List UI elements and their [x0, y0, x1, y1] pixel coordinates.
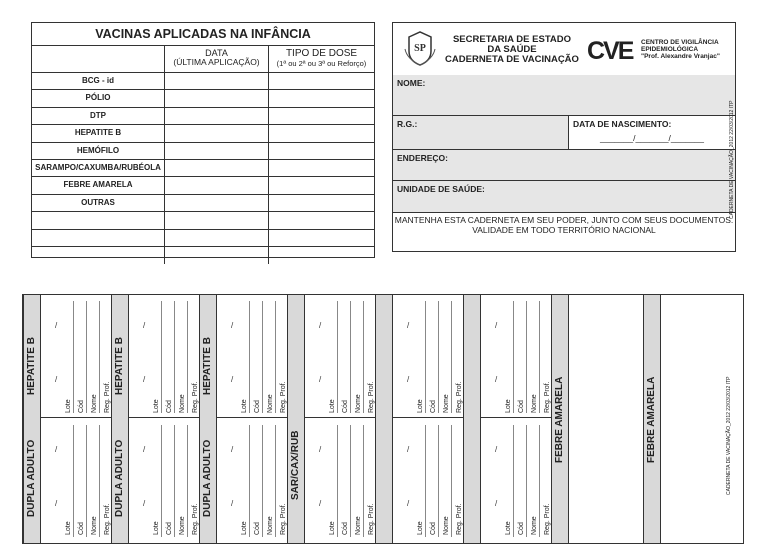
field-label: Lote — [417, 399, 424, 413]
entry-line[interactable] — [526, 425, 527, 537]
field-label: Cód — [342, 522, 349, 535]
id-card — [392, 22, 736, 252]
field-label: Lote — [505, 399, 512, 413]
field-label: Lote — [505, 521, 512, 535]
vaccine-name — [32, 247, 165, 264]
entry-line[interactable] — [425, 425, 426, 537]
field-label: Lote — [329, 399, 336, 413]
field-label: Reg. Prof. — [368, 381, 375, 413]
strip-label-top: HEPATITE B — [202, 337, 213, 395]
table-row — [32, 125, 374, 142]
entry-line[interactable] — [363, 425, 364, 537]
vaccine-name: BCG - id — [32, 73, 165, 89]
date-slash: / — [495, 375, 498, 384]
field-label: Reg. Prof. — [104, 381, 111, 413]
entry-line[interactable] — [438, 301, 439, 413]
vaccine-name: FEBRE AMARELA — [32, 177, 165, 193]
field-label: Lote — [65, 521, 72, 535]
date-slash: / — [55, 375, 58, 384]
field-label: Cód — [78, 522, 85, 535]
vaccine-name — [32, 212, 165, 228]
adult-card — [22, 294, 744, 544]
table-header — [32, 46, 374, 73]
field-label: Nome — [531, 394, 538, 413]
date-slash: / — [319, 499, 322, 508]
col-dose-sub: (1ª ou 2ª ou 3ª ou Reforço) — [276, 59, 367, 68]
unidade-field[interactable]: UNIDADE DE SAÚDE: — [393, 181, 735, 213]
col-dose: TIPO DE DOSE — [285, 48, 358, 59]
field-label: Reg. Prof. — [280, 503, 287, 535]
field-label: Lote — [153, 521, 160, 535]
field-label: Nome — [443, 516, 450, 535]
field-label: Nome — [267, 516, 274, 535]
seal-text: SP — [414, 43, 426, 54]
date-cell[interactable] — [165, 247, 269, 264]
date-slash: / — [319, 321, 322, 330]
rg-field[interactable]: R.G.: — [393, 116, 569, 150]
entry-line[interactable] — [539, 425, 540, 537]
entry-line[interactable] — [99, 301, 100, 413]
entry-line[interactable] — [249, 425, 250, 537]
table-title: VACINAS APLICADAS NA INFÂNCIA — [32, 23, 374, 46]
entry-line[interactable] — [513, 301, 514, 413]
entry-line[interactable] — [363, 301, 364, 413]
entry-line[interactable] — [275, 425, 276, 537]
field-label: Reg. Prof. — [456, 381, 463, 413]
entry-line[interactable] — [350, 301, 351, 413]
nascimento-field[interactable]: DATA DE NASCIMENTO: _______/_______/_______ — [569, 116, 735, 150]
field-label: Reg. Prof. — [544, 381, 551, 413]
adult-side-code: CADERNETA DE VACINAÇÃO_2012 22/03/2012 ITP — [726, 376, 732, 495]
vaccine-name — [32, 230, 165, 246]
vaccine-name: PÓLIO — [32, 90, 165, 106]
sp-seal-icon — [403, 29, 437, 67]
table-row — [32, 108, 374, 125]
vaccines-table — [31, 22, 375, 258]
date-slash: / — [407, 499, 410, 508]
sec-line3: CADERNETA DE VACINAÇÃO — [445, 54, 579, 65]
vaccine-name: HEPATITE B — [32, 125, 165, 141]
half-divider — [393, 417, 463, 418]
field-label: Cód — [254, 400, 261, 413]
date-slash: / — [231, 321, 234, 330]
date-cell[interactable] — [165, 143, 269, 159]
date-slash: / — [143, 375, 146, 384]
entry-line[interactable] — [262, 301, 263, 413]
entry-line[interactable] — [337, 301, 338, 413]
date-slash: / — [231, 445, 234, 454]
field-label: Nome — [355, 516, 362, 535]
half-divider — [129, 417, 199, 418]
date-blank: _______/_______/_______ — [600, 133, 704, 143]
field-label: Nome — [91, 394, 98, 413]
entry-line[interactable] — [99, 425, 100, 537]
table-body — [32, 73, 374, 264]
date-cell[interactable] — [165, 212, 269, 228]
sec-line1: SECRETARIA DE ESTADO — [452, 34, 572, 45]
entry-line[interactable] — [451, 425, 452, 537]
field-label: Cód — [254, 522, 261, 535]
field-label: Lote — [241, 399, 248, 413]
date-slash: / — [143, 445, 146, 454]
entry-line[interactable] — [187, 301, 188, 413]
entry-line[interactable] — [73, 425, 74, 537]
entry-line[interactable] — [425, 301, 426, 413]
cve-logo: CVE — [587, 37, 633, 65]
entry-line[interactable] — [161, 301, 162, 413]
field-label: Reg. Prof. — [104, 503, 111, 535]
strip-label-top: HEPATITE B — [114, 337, 125, 395]
date-slash: / — [319, 375, 322, 384]
id-card-header — [393, 23, 735, 76]
date-slash: / — [55, 499, 58, 508]
date-slash: / — [407, 321, 410, 330]
cve-line1: CENTRO DE VIGILÂNCIA — [641, 39, 719, 46]
field-label: Cód — [430, 522, 437, 535]
vaccine-name: HEMÓFILO — [32, 143, 165, 159]
field-label: Reg. Prof. — [368, 503, 375, 535]
dose-cell[interactable] — [269, 160, 374, 176]
vaccine-strip — [287, 295, 305, 543]
strip-label-bottom: DUPLA ADULTO — [26, 439, 37, 517]
nome-field[interactable]: NOME: — [393, 75, 735, 116]
entry-line[interactable] — [174, 425, 175, 537]
entry-line[interactable] — [73, 301, 74, 413]
field-label: Lote — [417, 521, 424, 535]
febre-label-2: FEBRE AMARELA — [646, 376, 657, 463]
date-slash: / — [319, 445, 322, 454]
date-slash: / — [143, 499, 146, 508]
strip-label-bottom: SAR/CAX/RUB — [290, 430, 301, 500]
entry-line[interactable] — [438, 425, 439, 537]
field-label: Nome — [179, 394, 186, 413]
entry-line[interactable] — [249, 301, 250, 413]
cve-line3: "Prof. Alexandre Vranjac" — [641, 53, 720, 60]
dose-cell[interactable] — [269, 230, 374, 246]
date-cell[interactable] — [165, 90, 269, 106]
vaccine-strip — [463, 295, 481, 543]
entry-line[interactable] — [539, 301, 540, 413]
table-row — [32, 212, 374, 229]
date-slash: / — [55, 321, 58, 330]
field-label: Nome — [91, 516, 98, 535]
vaccine-strip — [375, 295, 393, 543]
dose-cell[interactable] — [269, 108, 374, 124]
date-cell[interactable] — [165, 230, 269, 246]
date-cell[interactable] — [165, 108, 269, 124]
col-date-sub: (ÚLTIMA APLICAÇÃO) — [173, 57, 260, 67]
footer-line2: VALIDADE EM TODO TERRITÓRIO NACIONAL — [472, 225, 656, 235]
endereco-field[interactable]: ENDEREÇO: — [393, 150, 735, 181]
date-cell[interactable] — [165, 160, 269, 176]
col-date: DATA — [205, 48, 228, 58]
dose-cell[interactable] — [269, 125, 374, 141]
date-slash: / — [495, 321, 498, 330]
entry-line[interactable] — [86, 425, 87, 537]
field-label: Nome — [531, 516, 538, 535]
field-label: Nome — [443, 394, 450, 413]
field-label: Reg. Prof. — [456, 503, 463, 535]
dose-cell[interactable] — [269, 247, 374, 264]
strip-label-top: HEPATITE B — [26, 337, 37, 395]
entry-line[interactable] — [275, 301, 276, 413]
strip-label-bottom: DUPLA ADULTO — [114, 439, 125, 517]
footer-line1: MANTENHA ESTA CADERNETA EM SEU PODER, JUNTO COM SEUS DOCUMENTOS. — [394, 215, 734, 225]
field-label: Lote — [241, 521, 248, 535]
date-slash: / — [407, 445, 410, 454]
field-label: Cód — [78, 400, 85, 413]
date-slash: / — [407, 375, 410, 384]
entry-line[interactable] — [513, 425, 514, 537]
field-label: Nome — [179, 516, 186, 535]
field-label: Lote — [65, 399, 72, 413]
date-cell[interactable] — [165, 177, 269, 193]
field-label: Nome — [355, 394, 362, 413]
entry-line[interactable] — [187, 425, 188, 537]
dose-cell[interactable] — [269, 143, 374, 159]
dose-cell[interactable] — [269, 195, 374, 211]
entry-line[interactable] — [526, 301, 527, 413]
id-side-code: CADERNETA DE VACINAÇÃO_2012 22/03/2012 ITP — [729, 100, 735, 219]
field-label: Reg. Prof. — [544, 503, 551, 535]
date-slash: / — [143, 321, 146, 330]
table-row — [32, 230, 374, 247]
half-divider — [217, 417, 287, 418]
field-label: Lote — [329, 521, 336, 535]
half-divider — [305, 417, 375, 418]
field-label: Cód — [430, 400, 437, 413]
entry-line[interactable] — [337, 425, 338, 537]
date-slash: / — [495, 499, 498, 508]
cve-line2: EPIDEMIOLÓGICA — [641, 46, 699, 53]
field-label: Cód — [518, 522, 525, 535]
field-label: Reg. Prof. — [192, 381, 199, 413]
entry-line[interactable] — [451, 301, 452, 413]
half-divider — [41, 417, 111, 418]
vaccine-name: OUTRAS — [32, 195, 165, 211]
table-row — [32, 195, 374, 212]
field-label: Cód — [342, 400, 349, 413]
field-label: Reg. Prof. — [192, 503, 199, 535]
vaccine-name: DTP — [32, 108, 165, 124]
entry-line[interactable] — [350, 425, 351, 537]
date-slash: / — [55, 445, 58, 454]
entry-line[interactable] — [174, 301, 175, 413]
date-cell[interactable] — [165, 125, 269, 141]
date-cell[interactable] — [165, 73, 269, 89]
date-slash: / — [231, 375, 234, 384]
table-row — [32, 160, 374, 177]
field-label: Reg. Prof. — [280, 381, 287, 413]
table-row — [32, 177, 374, 194]
date-cell[interactable] — [165, 195, 269, 211]
field-label: Cód — [166, 522, 173, 535]
date-slash: / — [231, 499, 234, 508]
half-divider — [481, 417, 551, 418]
dose-cell[interactable] — [269, 177, 374, 193]
vaccine-name: SARAMPO/CAXUMBA/RUBÉOLA — [32, 160, 165, 176]
table-row — [32, 143, 374, 160]
field-label: Cód — [166, 400, 173, 413]
field-label: Nome — [267, 394, 274, 413]
sec-line2: DA SAÚDE — [487, 44, 537, 55]
table-row — [32, 73, 374, 90]
febre-label-1: FEBRE AMARELA — [554, 376, 565, 463]
dose-cell[interactable] — [269, 73, 374, 89]
date-slash: / — [495, 445, 498, 454]
entry-line[interactable] — [262, 425, 263, 537]
dose-cell[interactable] — [269, 90, 374, 106]
entry-line[interactable] — [86, 301, 87, 413]
entry-line[interactable] — [161, 425, 162, 537]
table-row — [32, 247, 374, 264]
strip-label-bottom: DUPLA ADULTO — [202, 439, 213, 517]
field-label: Cód — [518, 400, 525, 413]
field-label: Lote — [153, 399, 160, 413]
table-row — [32, 90, 374, 107]
dose-cell[interactable] — [269, 212, 374, 228]
